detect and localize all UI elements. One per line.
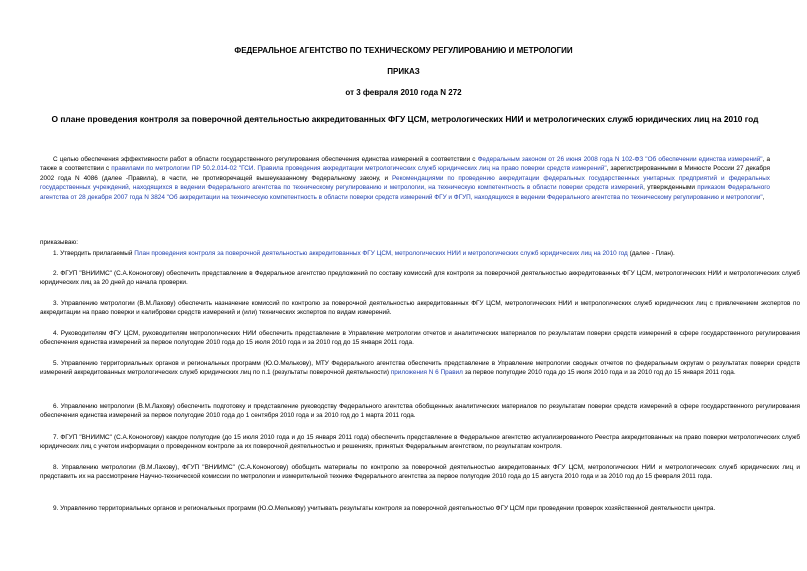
- item-6-text: 6. Управлению метрологии (В.М.Лахову) обеспечить подготовку и представление руководству Федерального агентства обобщенных аналитических материалов по результатам поверки средств измерений в сфере государственного регулирования обеспечения единства измерений за первое полугодие 2010 года до 1 сентября 2010 года и за 2010 год до 1 марта 2011 года.: [40, 403, 800, 420]
- order-item-2: [40, 269, 800, 288]
- federal-law-link[interactable]: Федеральным законом от 26 июня 2008 года N 102-ФЗ "Об обеспечении единства измерений": [477, 156, 763, 163]
- item-4-text: 4. Руководителям ФГУ ЦСМ, руководителям метрологических НИИ обеспечить представление в Управление метрологии отчетов и аналитических материалов по результатам поверки средств измерений в сфере государственного регулирования обеспечения единства измерений за первое полугодие 2010 года до 15 июля 2010 года и за 2010 год до 15 января 2011 года.: [40, 330, 800, 347]
- item-1-text-a: 1. Утвердить прилагаемый: [53, 250, 135, 257]
- order-item-1: [40, 249, 800, 258]
- preamble-paragraph: [40, 155, 770, 202]
- order-item-6: [40, 402, 800, 421]
- document-type-heading: ПРИКАЗ: [387, 67, 420, 76]
- document-date-number: от 3 февраля 2010 года N 272: [345, 88, 462, 97]
- item-7-text: 7. ФГУП "ВНИИМС" (С.А.Кононогову) каждое полугодие (до 15 июля 2010 года и до 15 января 2011 года) обеспечить представление в Федеральное агентство актуализированного Реестра аккредитованных на право поверки метрологических служб юридических лиц с учетом информации о проведенном контроле за их поверочной деятельностью и решениях, принятых Федеральным агентством, по результатам контроля.: [40, 434, 800, 451]
- preamble-text-4: , утвержденными: [643, 184, 698, 192]
- order-item-7: [40, 433, 800, 452]
- metrology-rules-link[interactable]: правилами по метрологии ПР 50.2.014-02 "ГСИ. Правила проведения аккредитации метрологических служб юридических лиц на право поверки средств измерений": [111, 165, 607, 173]
- agency-heading: ФЕДЕРАЛЬНОЕ АГЕНТСТВО ПО ТЕХНИЧЕСКОМУ РЕГУЛИРОВАНИЮ И МЕТРОЛОГИИ: [234, 46, 573, 55]
- order-item-5: [40, 359, 800, 378]
- plan-link[interactable]: План проведения контроля за поверочной деятельностью аккредитованных ФГУ ЦСМ, метрологических НИИ и метрологических служб юридических лиц на 2010 год: [134, 250, 628, 257]
- preamble-text-1: С целью обеспечения эффективности работ в области государственного регулирования обеспечения единства измерений в соответствии с: [53, 156, 478, 163]
- order-item-4: [40, 329, 800, 348]
- item-2-text: 2. ФГУП "ВНИИМС" (С.А.Кононогову) обеспечить представление в Федеральное агентство предложений по составу комиссий для контроля за поверочной деятельностью аккредитованных ФГУ ЦСМ, метрологических НИИ и метрологических служб юридических лиц за 20 дней до начала проверки.: [40, 270, 800, 287]
- item-1-text-b: (далее - План).: [627, 250, 675, 257]
- preamble-text-5: ,: [762, 193, 765, 201]
- document-title: О плане проведения контроля за поверочной деятельностью аккредитованных ФГУ ЦСМ, метрологических НИИ и метрологических служб юридических лиц на 2010 год: [51, 114, 759, 124]
- item-8-text: 8. Управлению метрологии (В.М.Лахову), ФГУП "ВНИИМС" (С.А.Кононогову) обобщить материалы по контролю за поверочной деятельностью аккредитованных ФГУ ЦСМ, метрологических НИИ и метрологических служб юридических лиц и представить их на рассмотрение Научно-технической комиссии по метрологии и измерительной технике Федерального агентства за первое полугодие 2010 года до 15 августа 2010 года и за 2010 год до 15 февраля 2011 года.: [40, 464, 800, 481]
- item-5-text-a: 5. Управлению территориальных органов и региональных программ (Ю.О.Мелькову), МТУ Федерального агентства обеспечить представление в Управление метрологии сводных отчетов по федеральным округам о результатах поверки средств измерений аккредитованных метрологических служб юридических лиц по п.1 (результаты поверочной деятельности): [40, 360, 800, 377]
- accreditation-recommendations-link[interactable]: Рекомендациями по проведению аккредитации федеральных государственных унитарных предприятий и федеральных государственных учреждений, находящихся в ведении Федерального агентства по техническому регулированию и метрологии, на техническую компетентность в области поверки средств измерений: [40, 174, 771, 192]
- order-item-8: [40, 463, 800, 482]
- appendix-6-link[interactable]: приложения N 6 Правил: [390, 369, 463, 377]
- preamble-text-3: , зарегистрированными в Минюсте России 27 декабря 2002 года N 4086 (далее -Правила), в части, не противоречащей вышеуказанному Федеральному закону, и: [40, 165, 770, 182]
- order-word: приказываю:: [40, 239, 78, 246]
- item-9-text: 9. Управлению территориальных органов и региональных программ (Ю.О.Мелькову) учитывать результаты контроля за поверочной деятельностью ФГУ ЦСМ при проведении проверок хозяйственной деятельности центра.: [53, 505, 716, 512]
- item-5-text-b: за первое полугодие 2010 года до 15 июля 2010 года и за 2010 год до 15 января 2011 года.: [464, 369, 736, 377]
- preamble-text-2: , а также в соответствии с: [40, 156, 770, 173]
- order-item-3: [40, 299, 800, 318]
- order-item-9: [40, 504, 800, 513]
- item-3-text: 3. Управлению метрологии (В.М.Лахову) обеспечить назначение комиссий по контролю за поверочной деятельностью аккредитованных ФГУ ЦСМ, метрологических НИИ и метрологических служб юридических лиц с привлечением экспертов по аккредитации на право поверки и калибровки средств измерений и (или) технических экспертов по видам измерений.: [40, 300, 800, 317]
- agency-order-link[interactable]: приказом Федерального агентства от 28 декабря 2007 года N 3824 "Об аккредитации на техническую компетентность в области поверки средств измерений ФГУ и ФГУП, находящихся в ведении Федерального агентства по техническому регулированию и метрологии": [40, 184, 770, 201]
